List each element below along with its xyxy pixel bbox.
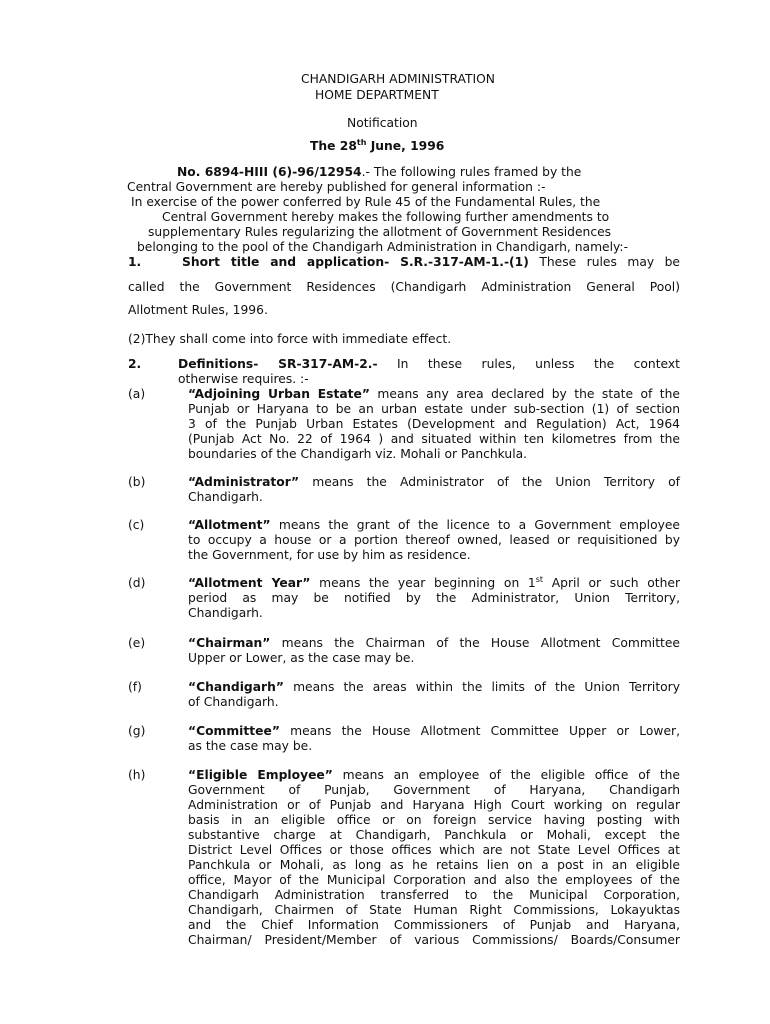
definition-term: “Eligible Employee” [188,768,333,782]
definition-label: (f) [128,680,142,694]
definition-item: “Allotment Year” means the year beginning on 1st April or such other period as may be notified by the Administrator, Union Territory, Chandigarh. [188,574,680,620]
header-line1: CHANDIGARH ADMINISTRATION [301,72,495,86]
section2-title: Definitions- SR-317-AM-2.- [178,357,378,371]
definition-term: “Committee” [188,724,280,738]
definition-term: “Administrator” [188,475,300,489]
definition-label: (c) [128,518,145,532]
section2-number: 2. [128,357,142,371]
intro-line4: Central Government hereby makes the following further amendments to [162,210,610,224]
definition-item: “Chairman” means the Chairman of the House Allotment Committee Upper or Lower, as the case may be. [188,636,680,665]
section1-title-line: Short title and application- S.R.-317-AM-1.-(1) These rules may be [182,255,680,269]
section1-number: 1. [128,255,142,269]
definition-item: “Eligible Employee” means an employee of the eligible office of the Government of Punjab, Government of Haryana, Chandigarh Administration or of Punjab and Haryana High Court working on regular basis in an eligible office or on foreign service having posting with substantive charge at Chandigarh, Panchkula or Mohali, except the District Level Offices or those offices which are not State Level Offices at Panchkula or Mohali, as long as he retains lien on a post in an eligible office, Mayor of the Municipal Corporation and also the employees of the Chandigarh Administration transferred to the Municipal Corporation, Chandigarh, Chairmen of State Human Right Commissions, Lokayuktas and the Chief Information Commissioners of Punjab and Haryana, Chairman/ President/Member of various Commissions/ Boards/Consumer [188,768,680,947]
definition-term: “Chandigarh” [188,680,284,694]
definition-item: “Chandigarh” means the areas within the limits of the Union Territory of Chandigarh. [188,680,680,709]
section2-line2: otherwise requires. :- [178,372,309,386]
intro-line2: Central Government are hereby published for general information :- [127,180,546,194]
intro-line3: In exercise of the power conferred by Rule 45 of the Fundamental Rules, the [131,195,601,209]
definition-label: (g) [128,724,146,738]
definition-term: “Adjoining Urban Estate” [188,387,370,401]
definition-item: “Committee” means the House Allotment Committee Upper or Lower, as the case may be. [188,724,680,753]
notification-heading: Notification [347,116,418,130]
definition-term: “Chairman” [188,636,271,650]
definition-item: “Administrator” means the Administrator of the Union Territory of Chandigarh. [188,475,680,504]
definition-label: (e) [128,636,146,650]
intro-line1: No. 6894-HIII (6)-96/12954.- The following rules framed by the [177,165,582,179]
definition-label: (h) [128,768,146,782]
notification-date: The 28th June, 1996 [310,137,445,153]
definition-label: (b) [128,475,146,489]
notification-number: No. 6894-HIII (6)-96/12954 [177,165,362,179]
definition-term: “Allotment” [188,518,271,532]
definition-item: “Allotment” means the grant of the licence to a Government employee to occupy a house or a portion thereof owned, leased or requisitioned by the Government, for use by him as residence. [188,518,680,562]
header-line2: HOME DEPARTMENT [315,88,439,102]
definition-label: (a) [128,387,146,401]
section1-line3: Allotment Rules, 1996. [128,303,268,317]
intro-line6: belonging to the pool of the Chandigarh Administration in Chandigarh, namely:- [137,240,629,254]
intro-line5: supplementary Rules regularizing the allotment of Government Residences [148,225,612,239]
definition-label: (d) [128,576,146,590]
section1-line2: called the Government Residences (Chandigarh Administration General Pool) [128,280,680,294]
section2-title-line: Definitions- SR-317-AM-2.- In these rules, unless the context [178,357,680,371]
definition-term: “Allotment Year” [188,576,311,590]
section1-title: Short title and application- S.R.-317-AM-1.-(1) [182,255,529,269]
section1-sub2: (2)They shall come into force with immediate effect. [128,332,452,346]
definition-item: “Adjoining Urban Estate” means any area declared by the state of the Punjab or Haryana to be an urban estate under sub-section (1) of section 3 of the Punjab Urban Estates (Development and Regulation) Act, 1964 (Punjab Act No. 22 of 1964 ) and situated within ten kilometres from the boundaries of the Chandigarh viz. Mohali or Panchkula. [188,387,680,461]
